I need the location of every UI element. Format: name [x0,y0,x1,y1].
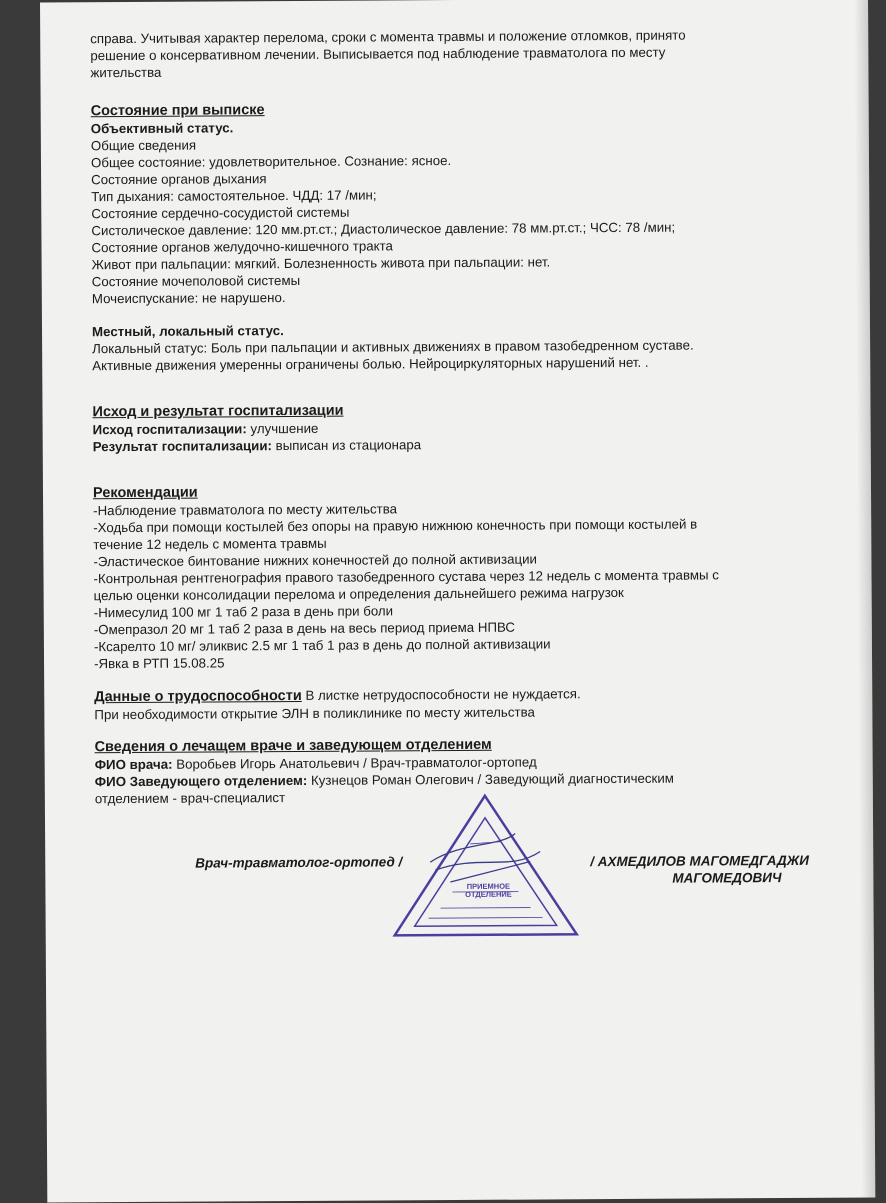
signature-name [590,852,809,887]
intro-line: решение о консервативном лечении. Выписывается под наблюдение травматолога по месту [90,43,810,64]
document-body [90,26,815,807]
status-line: Состояние органов желудочно-кишечного тракта [91,235,811,256]
head-label: ФИО Заведующего отделением: [95,773,308,789]
result-value: выписан из стационара [272,437,421,453]
status-line: Состояние сердечно-сосудистой системы [91,201,811,222]
work-capacity-section [94,684,814,723]
doctor-label: ФИО врача: [95,757,173,772]
intro-paragraph [90,26,810,81]
recommendation-item: -Нимесулид 100 мг 1 таб 2 раза в день при боли [94,600,814,621]
discharge-title: Состояние при выписке [91,99,811,120]
signature-role: Врач-травматолог-ортопед / [195,854,402,870]
signature-name-line-2: МАГОМЕДОВИЧ [590,869,809,887]
recommendation-item: целью оценки консолидации перелома и определения дальнейшего режима нагрузок [94,583,814,604]
local-status-title: Местный, локальный статус. [92,319,812,340]
stamp-line-2: ОТДЕЛЕНИЕ [443,891,533,900]
recommendation-item: -Контрольная рентгенография правого тазобедренного сустава через 12 недель с момента травмы с [93,566,813,587]
doctor-value: Воробьев Игорь Анатольевич / Врач-травматолог-ортопед [172,755,536,772]
status-line: Систолическое давление: 120 мм.рт.ст.; Диастолическое давление: 78 мм.рт.ст.; ЧСС: 78 /мин; [91,218,811,239]
intro-line: жительства [90,60,810,81]
status-line: Тип дыхания: самостоятельное. ЧДД: 17 /мин; [91,184,811,205]
status-line: Состояние органов дыхания [91,167,811,188]
recommendation-item: -Ходьба при помощи костылей без опоры на правую нижнюю конечность при помощи костылей в [93,515,813,536]
outcome-value: улучшение [247,421,319,436]
recommendation-item: -Эластическое бинтование нижних конечностей до полной активизации [93,549,813,570]
status-line: Мочеиспускание: не нарушено. [92,286,812,307]
status-line: Живот при пальпации: мягкий. Болезненность живота при пальпации: нет. [92,252,812,273]
doctors-title: Сведения о лечащем враче и заведующем отделением [95,735,815,756]
outcome-label: Исход госпитализации: [93,421,247,437]
status-line: Состояние мочеполовой системы [92,269,812,290]
objective-status-title: Объективный статус. [91,116,811,137]
result-label: Результат госпитализации: [93,438,272,454]
local-status-line: Активные движения умеренны ограничены болью. Нейроциркуляторных нарушений нет. . [92,353,812,374]
status-line: Общее состояние: удовлетворительное. Сознание: ясное. [91,150,811,171]
work-capacity-title: Данные о трудоспособности [94,688,302,705]
recommendation-item: -Наблюдение травматолога по месту жительства [93,498,813,519]
work-capacity-text2: При необходимости открытие ЭЛН в поликлинике по месту жительства [94,702,814,723]
recommendation-item: течение 12 недель с момента травмы [93,532,813,553]
recommendations-section [93,481,814,672]
intro-line: справа. Учитывая характер перелома, сроки с момента травмы и положение отломков, принято [90,26,810,47]
stamp-line-1: ПРИЕМНОЕ [443,883,533,892]
signature-name-line-1: / АХМЕДИЛОВ МАГОМЕДГАДЖИ [590,853,809,869]
stamp-text [443,883,533,900]
recommendation-item: -Ксарелто 10 мг/ эликвис 2.5 мг 1 таб 1 раз в день до полной активизации [94,634,814,655]
head-line-2: отделением - врач-специалист [95,786,815,807]
department-stamp [390,791,581,942]
outcome-title: Исход и результат госпитализации [92,400,812,421]
status-line: Общие сведения [91,133,811,154]
local-status-line: Локальный статус: Боль при пальпации и активных движениях в правом тазобедренном суставе. [92,336,812,357]
recommendations-title: Рекомендации [93,481,813,502]
work-capacity-text: В листке нетрудоспособности не нуждается. [302,686,581,703]
recommendation-item: -Омепразол 20 мг 1 таб 2 раза в день на весь период приема НПВС [94,617,814,638]
recommendation-item: -Явка в РТП 15.08.25 [94,651,814,672]
head-value: Кузнецов Роман Олегович / Заведующий диагностическим [307,771,674,788]
document-page [40,0,875,1203]
discharge-section [91,99,813,374]
outcome-section [92,400,812,455]
